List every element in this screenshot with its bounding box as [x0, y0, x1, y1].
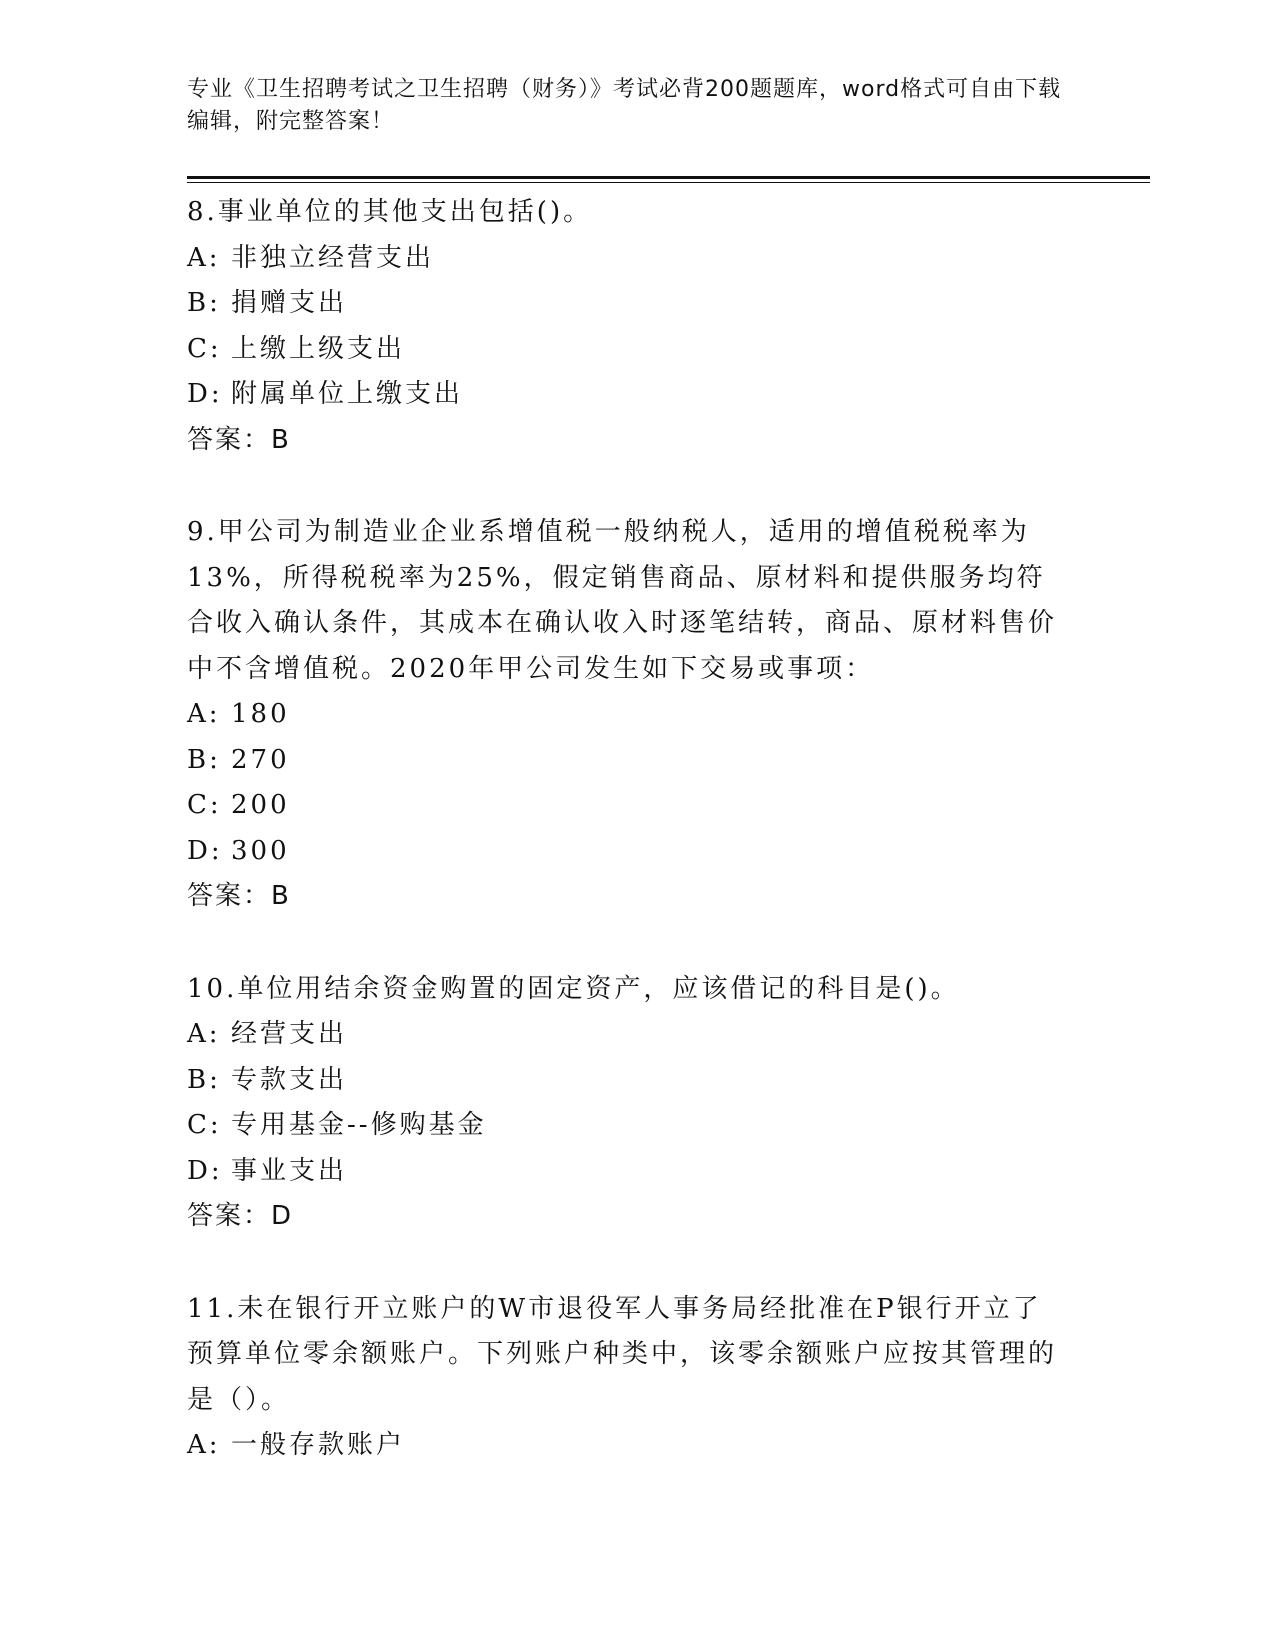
option-text: 200 — [231, 790, 290, 820]
option-key: D: — [187, 379, 223, 409]
option-key: A: — [187, 242, 221, 273]
option-text: 上缴上级支出 — [231, 333, 406, 364]
option-d — [187, 372, 1067, 418]
question-text: 8.事业单位的其他支出包括()。 — [187, 197, 593, 227]
option-a — [187, 1012, 1067, 1058]
option-text: 270 — [231, 744, 290, 775]
option-key: C: — [187, 333, 222, 364]
option-key: C: — [187, 1110, 222, 1140]
option-key: A: — [187, 1019, 221, 1049]
option-key: D: — [187, 1155, 223, 1186]
option-text: 捐赠支出 — [231, 288, 348, 318]
document-header: 专业《卫生招聘考试之卫生招聘（财务）》考试必背200题题库，word格式可自由下载编辑，附完整答案！ — [187, 77, 1062, 134]
question-item — [187, 967, 1067, 1240]
option-key: C: — [187, 790, 222, 820]
question-list — [187, 190, 1067, 1516]
option-c — [187, 1103, 1067, 1149]
option-b — [187, 1058, 1067, 1104]
option-text: 事业支出 — [231, 1155, 348, 1186]
option-a — [187, 1423, 1067, 1469]
option-key: A: — [187, 699, 221, 729]
option-key: D: — [187, 835, 223, 866]
option-text: 附属单位上缴支出 — [231, 379, 464, 409]
option-text: 非独立经营支出 — [231, 242, 435, 273]
question-text: 9.甲公司为制造业企业系增值税一般纳税人，适用的增值税税率为13%，所得税税率为25%，假定销售商品、原材料和提供服务均符合收入确认条件，其成本在确认收入时逐笔结转，商品、原材料售价中不含增值税。2020年甲公司发生如下交易或事项： — [187, 517, 1058, 684]
option-text: 专用基金--修购基金 — [231, 1110, 487, 1140]
option-key: B: — [187, 288, 221, 318]
option-text: 180 — [231, 699, 290, 729]
option-key: B: — [187, 1064, 221, 1095]
option-b — [187, 281, 1067, 327]
question-text: 11.未在银行开立账户的W市退役军人事务局经批准在P银行开立了预算单位零余额账户。下列账户种类中，该零余额账户应按其管理的是（）。 — [187, 1293, 1058, 1415]
option-a — [187, 692, 1067, 738]
option-text: 专款支出 — [231, 1064, 348, 1095]
question-text: 10.单位用结余资金购置的固定资产，应该借记的科目是()。 — [187, 973, 960, 1004]
option-key: B: — [187, 744, 221, 775]
question-item — [187, 1287, 1067, 1469]
header-divider-thin — [187, 182, 1150, 183]
option-b — [187, 738, 1067, 784]
header-divider-thick — [187, 176, 1150, 179]
option-d — [187, 1149, 1067, 1195]
option-a — [187, 236, 1067, 282]
question-item — [187, 190, 1067, 463]
option-c — [187, 783, 1067, 829]
option-key: A: — [187, 1430, 221, 1460]
option-c — [187, 327, 1067, 373]
option-d — [187, 829, 1067, 875]
answer-line: 答案：B — [187, 881, 291, 911]
answer-line: 答案：B — [187, 424, 291, 455]
option-text: 一般存款账户 — [231, 1430, 406, 1460]
option-text: 经营支出 — [231, 1019, 348, 1049]
answer-line: 答案：D — [187, 1201, 294, 1231]
option-text: 300 — [231, 835, 290, 866]
question-item — [187, 510, 1067, 920]
